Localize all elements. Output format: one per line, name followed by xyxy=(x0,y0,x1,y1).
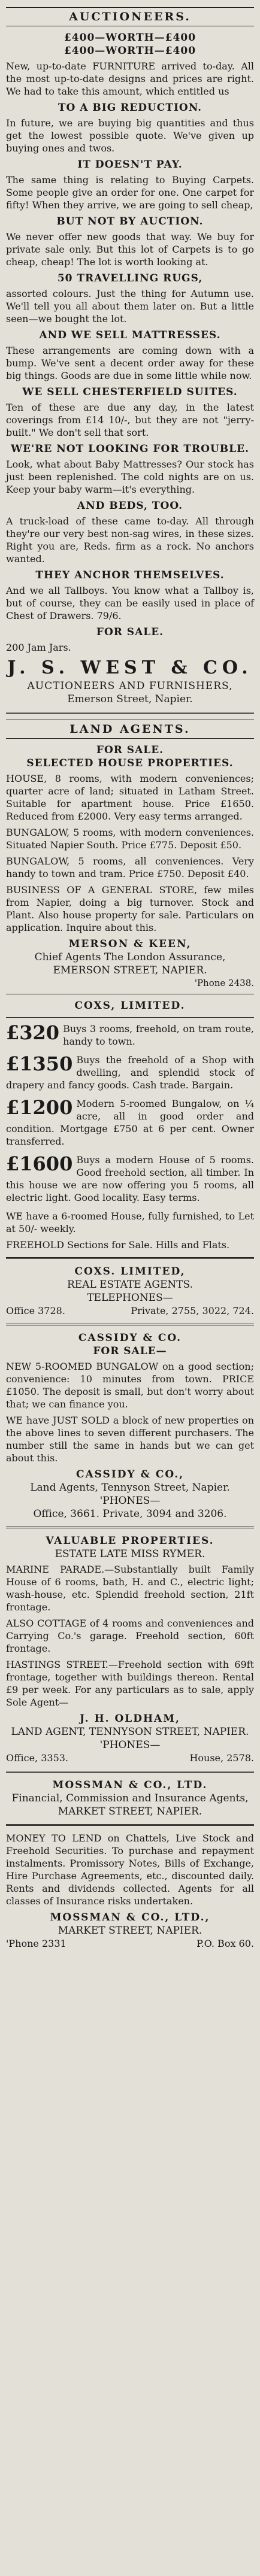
divider xyxy=(6,1824,254,1826)
estate-title: ESTATE LATE MISS RYMER. xyxy=(55,1548,205,1560)
valuable-heading: VALUABLE PROPERTIES. xyxy=(46,1535,214,1547)
bungalow-listing-1: BUNGALOW, 5 rooms, with modern conveniences. Situated Napier South. Price £775. Deposit £50. xyxy=(6,827,254,851)
land-for-sale-title: FOR SALE. xyxy=(96,744,164,756)
house-listing: HOUSE, 8 rooms, with modern conveniences; quarter acre of land; situated in Latham Street. Suitable for apartment house. Price £1650. Reduced from £2000. Very easy terms arranged. xyxy=(6,773,254,822)
cottage-listing: ALSO COTTAGE of 4 rooms and conveniences and Carrying Co.'s garage. Freehold section, 60ft frontage. xyxy=(6,1618,254,1654)
divider xyxy=(6,1257,254,1259)
listing-text: Buys a modern House of 5 rooms. Good freehold section, all timber. In this house we are now offering you 5 rooms, all electric light. Good locality. Easy terms. xyxy=(6,1154,254,1203)
mattresses-text: These arrangements are coming down with a bump. We've sent a decent order away for these big things. Goods are due in some little while now. xyxy=(6,345,254,381)
valuable-properties-section xyxy=(6,1534,254,1765)
classified-column xyxy=(6,7,254,1950)
cassidy-just-sold: WE have JUST SOLD a block of new properties on the above lines to seven different purchasers. The number still the same in hands but we can get about this. xyxy=(6,1415,254,1464)
land-agents-section xyxy=(6,720,254,989)
firm-desc-merson: Chief Agents The London Assurance, xyxy=(34,951,226,963)
jam-jars-text: 200 Jam Jars. xyxy=(6,642,71,653)
oldham-office-phone: Office, 3353. xyxy=(6,1752,69,1764)
firm-address-merson: EMERSON STREET, NAPIER. xyxy=(53,964,207,976)
big-reduction-title: TO A BIG REDUCTION. xyxy=(58,102,202,114)
auction-title: BUT NOT BY AUCTION. xyxy=(56,216,204,227)
big-reduction-text: In future, we are buying big quantities and thus get the lowest possible quote. We've given up buying ones and twos. xyxy=(6,117,254,154)
cassidy-listings-section xyxy=(6,1331,254,1521)
coxs-desc: REAL ESTATE AGENTS. xyxy=(66,1279,194,1291)
mossman-loans-section xyxy=(6,1832,254,1950)
coxs-price-item xyxy=(6,1022,254,1051)
coxs-price-item xyxy=(6,1054,254,1095)
coxs-contact-section xyxy=(6,1265,254,1318)
beds-title: AND BEDS, TOO. xyxy=(77,500,183,512)
listing-price: £320 xyxy=(6,1021,60,1044)
firm-address-west: Emerson Street, Napier. xyxy=(67,693,193,705)
coxs-office-phone: Office 3728. xyxy=(6,1305,65,1316)
freehold-sections-listing: FREEHOLD Sections for Sale. Hills and Flats. xyxy=(6,1239,230,1251)
trouble-text: Look, what about Baby Mattresses? Our stock has just been replenished. The cold nights are on us. Keep your baby warm—it's everything. xyxy=(6,459,254,495)
oldham-phones-row xyxy=(6,1752,254,1765)
auction-text: We never offer new goods that way. We buy for private sale only. But this lot of Carpets is to go cheap, cheap! The lot is worth looking at. xyxy=(6,231,254,268)
business-listing: BUSINESS OF A GENERAL STORE, few miles from Napier, doing a big turnover. Stock and Plant. Also house property for sale. Particulars on application. Inquire about this. xyxy=(6,884,254,933)
firm-name-merson: MERSON & KEEN, xyxy=(68,938,192,950)
auctioneers-section xyxy=(6,7,254,706)
trouble-title: WE'RE NOT LOOKING FOR TROUBLE. xyxy=(11,443,249,455)
marine-parade-listing: MARINE PARADE.—Substantially built Family House of 6 rooms, bath, H. and C., electric light; wash-house, etc. Splendid freehold section, 21ft frontage. xyxy=(6,1564,254,1613)
coxs-phones-row xyxy=(6,1304,254,1318)
rugs-title: 50 TRAVELLING RUGS, xyxy=(57,272,203,284)
auction-intro: New, up-to-date FURNITURE arrived to-day. All the most up-to-date designs and prices are right. We had to take this amount, which entitled us xyxy=(6,60,254,97)
firm-desc-west: AUCTIONEERS AND FURNISHERS, xyxy=(27,680,233,692)
divider xyxy=(6,712,254,714)
listing-text: Buys the freehold of a Shop with dwelling, and splendid stock of drapery and fancy goods. Cash trade. Bargain. xyxy=(6,1054,254,1091)
cassidy-bungalow-listing: NEW 5-ROOMED BUNGALOW on a good section; convenience: 10 minutes from town. PRICE £1050. The deposit is small, but don't worry about that; we can finance you. xyxy=(6,1361,254,1410)
hastings-listing: HASTINGS STREET.—Freehold section with 69ft frontage, together with buildings thereon. Rental £9 per week. For any particulars as to sale, apply Sole Agent— xyxy=(6,1659,254,1708)
firm-address-mossman-2: MARKET STREET, NAPIER. xyxy=(58,1925,202,1937)
doesnt-pay-text: The same thing is relating to Buying Carpets. Some people give an order for one. One carpet for fifty! When they arrive, we are going to sell cheap, xyxy=(6,174,254,211)
firm-address-cassidy: Land Agents, Tennyson Street, Napier. xyxy=(30,1482,230,1494)
mossman-address: MARKET STREET, NAPIER. xyxy=(58,1806,202,1818)
doesnt-pay-title: IT DOESN'T PAY. xyxy=(77,159,183,171)
listing-text: Modern 5-roomed Bungalow, on ¼ acre, all in good order and condition. Mortgage £750 at 6 per cent. Owner transferred. xyxy=(6,1098,254,1147)
coxs-private-phone: Private, 2755, 3022, 724. xyxy=(131,1305,254,1316)
chesterfield-title: WE SELL CHESTERFIELD SUITES. xyxy=(22,386,238,398)
furnished-house-listing: WE have a 6-roomed House, fully furnished, to Let at 50/- weekly. xyxy=(6,1210,254,1234)
coxs-listings-section xyxy=(6,999,254,1251)
coxs-price-item xyxy=(6,1097,254,1151)
coxs-price-item xyxy=(6,1154,254,1207)
mossman-phone: 'Phone 2331 xyxy=(6,1938,66,1949)
for-sale-title: FOR SALE. xyxy=(96,626,164,638)
divider xyxy=(6,1017,254,1018)
chesterfield-text: Ten of these are due any day, in the latest coverings from £14 10/-, but they are not "jerry-built." We don't sell that sort. xyxy=(6,402,254,438)
mossman-contact-row xyxy=(6,1937,254,1950)
rugs-text: assorted colours. Just the thing for Autumn use. We'll tell you all about them later on. But a little seen—we bought the lot. xyxy=(6,288,254,324)
section-heading-land-agents: LAND AGENTS. xyxy=(6,720,254,739)
oldham-house-phone: House, 2578. xyxy=(189,1752,254,1764)
money-to-lend-text: MONEY TO LEND on Chattels, Live Stock and Freehold Securities. To purchase and repayment instalments. Promissory Notes, Bills of Exchange, Hire Purchase Agreements, etc., discounted daily. Rents and dividends collected. Agents for all classes of Insurance risks undertaken. xyxy=(6,1832,254,1907)
bungalow-listing-2: BUNGALOW, 5 rooms, all conveniences. Very handy to town and tram. Price £750. Deposit £40. xyxy=(6,855,254,879)
listing-price: £1350 xyxy=(6,1052,73,1075)
firm-logo-west: J. S. WEST & CO. xyxy=(7,657,253,678)
coxs-phones-label: TELEPHONES— xyxy=(87,1292,173,1304)
mattresses-title: AND WE SELL MATTRESSES. xyxy=(39,329,221,341)
divider xyxy=(6,1324,254,1325)
divider xyxy=(6,1527,254,1528)
firm-phone-merson: 'Phone 2438. xyxy=(194,978,254,988)
cassidy-for-sale: FOR SALE— xyxy=(93,1345,167,1357)
mossman-desc: Financial, Commission and Insurance Agents, xyxy=(11,1792,249,1804)
beds-text: A truck-load of these came to-day. All through they're our very best non-sag wires, in these sizes. Right you are, Reds. firm as a rock. No anchors wanted. xyxy=(6,515,254,565)
cassidy-phones: Office, 3661. Private, 3094 and 3206. xyxy=(33,1508,227,1520)
firm-name-cassidy: CASSIDY & CO., xyxy=(75,1468,185,1480)
cassidy-heading: CASSIDY & CO. xyxy=(78,1332,182,1344)
worth-line-2: £400—WORTH—£400 xyxy=(64,45,196,57)
coxs-heading-2: COXS. LIMITED, xyxy=(74,1266,186,1278)
selected-title: SELECTED HOUSE PROPERTIES. xyxy=(26,757,234,769)
firm-address-oldham: LAND AGENT, TENNYSON STREET, NAPIER. xyxy=(11,1726,249,1738)
listing-price: £1200 xyxy=(6,1096,73,1119)
firm-name-mossman-2: MOSSMAN & CO., LTD., xyxy=(50,1911,210,1923)
cassidy-phones-label: 'PHONES— xyxy=(99,1495,161,1507)
mossman-box: P.O. Box 60. xyxy=(196,1938,254,1949)
worth-line-1: £400—WORTH—£400 xyxy=(64,32,196,44)
listing-text: Buys 3 rooms, freehold, on tram route, handy to town. xyxy=(63,1023,254,1047)
listing-price: £1600 xyxy=(6,1152,73,1175)
coxs-heading: COXS, LIMITED. xyxy=(74,1000,186,1012)
anchor-title: THEY ANCHOR THEMSELVES. xyxy=(35,569,225,581)
oldham-phones-label: 'PHONES— xyxy=(99,1739,161,1751)
mossman-agents-section xyxy=(6,1779,254,1818)
section-heading-auctioneers: AUCTIONEERS. xyxy=(6,7,254,26)
firm-name-oldham: J. H. OLDHAM, xyxy=(80,1713,180,1725)
divider xyxy=(6,1771,254,1773)
anchor-text: And we all Tallboys. You know what a Tallboy is, but of course, they can be easily used in place of Chest of Drawers. 79/6. xyxy=(6,585,254,621)
mossman-heading: MOSSMAN & CO., LTD. xyxy=(52,1779,208,1791)
